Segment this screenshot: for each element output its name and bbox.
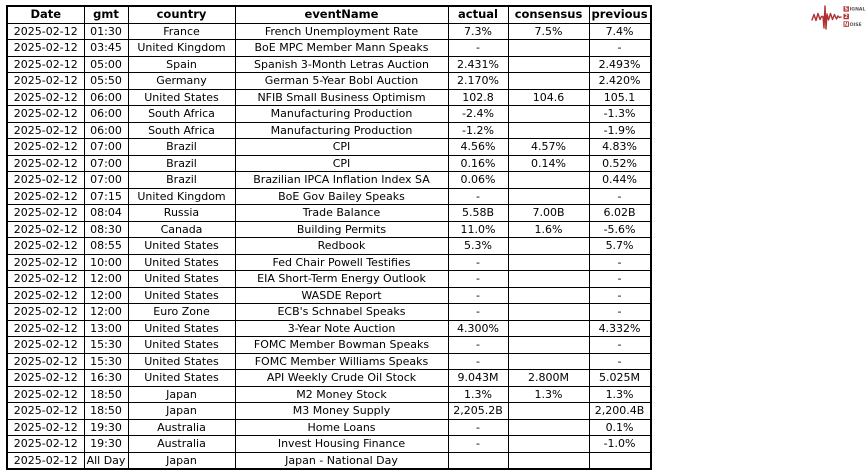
table-cell: - xyxy=(589,271,651,288)
table-cell: - xyxy=(448,436,508,453)
table-cell: 0.44% xyxy=(589,172,651,189)
table-cell xyxy=(508,271,589,288)
table-row xyxy=(7,56,651,73)
table-row xyxy=(7,452,651,469)
table-cell: 2025-02-12 xyxy=(7,386,84,403)
table-cell: Canada xyxy=(128,221,235,238)
table-cell: 0.14% xyxy=(508,155,589,172)
logo-wordmark xyxy=(844,6,866,28)
table-cell: 1.3% xyxy=(448,386,508,403)
table-cell: United States xyxy=(128,337,235,354)
table-cell: 4.332% xyxy=(589,320,651,337)
table-row xyxy=(7,188,651,205)
table-cell: -5.6% xyxy=(589,221,651,238)
table-cell xyxy=(508,452,589,469)
column-header: actual xyxy=(448,6,508,23)
logo-ignal: IGNAL xyxy=(849,7,866,13)
table-cell: 2025-02-12 xyxy=(7,320,84,337)
table-cell: 2025-02-12 xyxy=(7,122,84,139)
logo-2: 2 xyxy=(844,14,849,21)
column-header: previous xyxy=(589,6,651,23)
table-row xyxy=(7,370,651,387)
table-cell xyxy=(508,106,589,123)
table-cell xyxy=(508,320,589,337)
table-cell: Japan xyxy=(128,452,235,469)
table-cell: 19:30 xyxy=(84,436,128,453)
table-row xyxy=(7,172,651,189)
table-cell: Russia xyxy=(128,205,235,222)
table-cell: 6.02B xyxy=(589,205,651,222)
table-cell: - xyxy=(589,188,651,205)
table-cell: Brazil xyxy=(128,172,235,189)
table-cell xyxy=(508,353,589,370)
table-cell: Australia xyxy=(128,419,235,436)
table-row xyxy=(7,353,651,370)
table-cell: 10:00 xyxy=(84,254,128,271)
table-cell xyxy=(508,56,589,73)
table-cell: 2025-02-12 xyxy=(7,304,84,321)
table-cell: 2025-02-12 xyxy=(7,436,84,453)
table-cell: South Africa xyxy=(128,106,235,123)
table-row xyxy=(7,155,651,172)
table-row xyxy=(7,106,651,123)
table-cell: - xyxy=(589,287,651,304)
table-cell: BoE Gov Bailey Speaks xyxy=(235,188,448,205)
table-cell: Brazil xyxy=(128,155,235,172)
table-cell: German 5-Year Bobl Auction xyxy=(235,73,448,90)
table-cell: 05:00 xyxy=(84,56,128,73)
table-cell: 19:30 xyxy=(84,419,128,436)
table-row xyxy=(7,386,651,403)
table-cell: 5.58B xyxy=(448,205,508,222)
table-cell: 2025-02-12 xyxy=(7,188,84,205)
table-cell: 7.5% xyxy=(508,23,589,40)
table-cell: 2025-02-12 xyxy=(7,370,84,387)
table-cell: United States xyxy=(128,353,235,370)
table-cell: 2.420% xyxy=(589,73,651,90)
economic-calendar-table xyxy=(6,5,652,470)
table-cell: FOMC Member Bowman Speaks xyxy=(235,337,448,354)
table-cell: 08:30 xyxy=(84,221,128,238)
table-cell: 2025-02-12 xyxy=(7,205,84,222)
table-cell: - xyxy=(448,353,508,370)
table-cell: United States xyxy=(128,287,235,304)
table-cell: M3 Money Supply xyxy=(235,403,448,420)
table-cell: Australia xyxy=(128,436,235,453)
table-cell: 0.52% xyxy=(589,155,651,172)
table-cell: -1.2% xyxy=(448,122,508,139)
table-cell: - xyxy=(589,40,651,57)
column-header: gmt xyxy=(84,6,128,23)
table-cell: 15:30 xyxy=(84,337,128,354)
table-cell: 3-Year Note Auction xyxy=(235,320,448,337)
table-cell: - xyxy=(589,304,651,321)
table-cell: 2025-02-12 xyxy=(7,172,84,189)
logo-n: N xyxy=(844,21,849,28)
table-cell: Manufacturing Production xyxy=(235,122,448,139)
table-cell: French Unemployment Rate xyxy=(235,23,448,40)
table-cell: 13:00 xyxy=(84,320,128,337)
table-cell: 08:04 xyxy=(84,205,128,222)
table-cell: 06:00 xyxy=(84,106,128,123)
table-row xyxy=(7,73,651,90)
table-cell xyxy=(448,452,508,469)
table-cell: 2025-02-12 xyxy=(7,139,84,156)
table-cell: 7.00B xyxy=(508,205,589,222)
table-cell: 2025-02-12 xyxy=(7,353,84,370)
table-cell: - xyxy=(448,419,508,436)
table-cell: Spanish 3-Month Letras Auction xyxy=(235,56,448,73)
table-cell: Invest Housing Finance xyxy=(235,436,448,453)
table-cell: - xyxy=(448,337,508,354)
table-cell: -1.9% xyxy=(589,122,651,139)
table-row xyxy=(7,287,651,304)
table-cell: 5.025M xyxy=(589,370,651,387)
table-cell: 06:00 xyxy=(84,89,128,106)
table-cell: - xyxy=(589,337,651,354)
logo-s: S xyxy=(844,6,849,13)
table-cell: 2.493% xyxy=(589,56,651,73)
table-cell: 01:30 xyxy=(84,23,128,40)
table-cell xyxy=(508,337,589,354)
table-row xyxy=(7,122,651,139)
table-cell: 9.043M xyxy=(448,370,508,387)
column-header: country xyxy=(128,6,235,23)
table-row xyxy=(7,40,651,57)
table-cell: 2.800M xyxy=(508,370,589,387)
table-cell: 07:00 xyxy=(84,172,128,189)
table-cell: 2025-02-12 xyxy=(7,403,84,420)
table-cell: United States xyxy=(128,271,235,288)
table-cell: Japan xyxy=(128,386,235,403)
table-cell: 08:55 xyxy=(84,238,128,255)
table-cell: CPI xyxy=(235,155,448,172)
table-cell xyxy=(508,287,589,304)
table-row xyxy=(7,221,651,238)
table-cell: Manufacturing Production xyxy=(235,106,448,123)
logo-graphic xyxy=(810,3,866,31)
table-cell: - xyxy=(589,254,651,271)
table-cell: M2 Money Stock xyxy=(235,386,448,403)
table-cell: API Weekly Crude Oil Stock xyxy=(235,370,448,387)
table-cell: 0.16% xyxy=(448,155,508,172)
header-row xyxy=(7,6,651,23)
table-cell: 07:00 xyxy=(84,139,128,156)
table-cell: 18:50 xyxy=(84,386,128,403)
table-cell xyxy=(508,403,589,420)
table-cell: 2025-02-12 xyxy=(7,254,84,271)
table-cell: 15:30 xyxy=(84,353,128,370)
table-row xyxy=(7,271,651,288)
table-cell: ECB's Schnabel Speaks xyxy=(235,304,448,321)
table-cell: 2025-02-12 xyxy=(7,23,84,40)
table-row xyxy=(7,238,651,255)
table-cell: 7.4% xyxy=(589,23,651,40)
table-cell: - xyxy=(589,353,651,370)
table-cell: Japan - National Day xyxy=(235,452,448,469)
table-cell: 2025-02-12 xyxy=(7,337,84,354)
table-cell: 2,205.2B xyxy=(448,403,508,420)
table-row xyxy=(7,205,651,222)
table-cell: - xyxy=(448,304,508,321)
table-cell: 03:45 xyxy=(84,40,128,57)
table-cell: 2025-02-12 xyxy=(7,452,84,469)
table-cell: 105.1 xyxy=(589,89,651,106)
table-cell xyxy=(508,73,589,90)
waveform-icon xyxy=(812,6,841,29)
table-cell xyxy=(589,452,651,469)
table-cell: CPI xyxy=(235,139,448,156)
table-cell: United States xyxy=(128,238,235,255)
table-cell: 07:15 xyxy=(84,188,128,205)
table-cell: - xyxy=(448,287,508,304)
table-body xyxy=(7,23,651,469)
table-cell: EIA Short-Term Energy Outlook xyxy=(235,271,448,288)
table-cell: Spain xyxy=(128,56,235,73)
table-row xyxy=(7,89,651,106)
table-cell: BoE MPC Member Mann Speaks xyxy=(235,40,448,57)
table-cell: -2.4% xyxy=(448,106,508,123)
table-cell: 0.1% xyxy=(589,419,651,436)
table-cell: France xyxy=(128,23,235,40)
table-row xyxy=(7,337,651,354)
table-cell: 2025-02-12 xyxy=(7,238,84,255)
table-cell: 1.3% xyxy=(589,386,651,403)
table-row xyxy=(7,320,651,337)
table-cell: 18:50 xyxy=(84,403,128,420)
table-cell: 2025-02-12 xyxy=(7,40,84,57)
table-cell: 4.57% xyxy=(508,139,589,156)
table-cell: - xyxy=(448,254,508,271)
table-cell: 2025-02-12 xyxy=(7,73,84,90)
table-cell: - xyxy=(448,271,508,288)
table-cell xyxy=(508,188,589,205)
table-cell: United States xyxy=(128,89,235,106)
table-cell: United Kingdom xyxy=(128,40,235,57)
table-cell: 4.83% xyxy=(589,139,651,156)
table-cell: 0.06% xyxy=(448,172,508,189)
table-cell: United States xyxy=(128,254,235,271)
table-cell: 4.56% xyxy=(448,139,508,156)
column-header: consensus xyxy=(508,6,589,23)
table-cell: 11.0% xyxy=(448,221,508,238)
table-cell: 05:50 xyxy=(84,73,128,90)
table-cell: 5.7% xyxy=(589,238,651,255)
table-cell: 2025-02-12 xyxy=(7,221,84,238)
signal2noise-logo xyxy=(810,3,866,31)
table-cell: South Africa xyxy=(128,122,235,139)
table-cell: United States xyxy=(128,370,235,387)
table-cell: 2025-02-12 xyxy=(7,56,84,73)
table-cell: All Day xyxy=(84,452,128,469)
table-cell: 2025-02-12 xyxy=(7,106,84,123)
table-cell: 4.300% xyxy=(448,320,508,337)
table-cell xyxy=(508,172,589,189)
table-row xyxy=(7,403,651,420)
table-row xyxy=(7,23,651,40)
table-cell: NFIB Small Business Optimism xyxy=(235,89,448,106)
table-cell: 12:00 xyxy=(84,287,128,304)
table-cell xyxy=(508,436,589,453)
table-cell: 2.170% xyxy=(448,73,508,90)
table-cell: FOMC Member Williams Speaks xyxy=(235,353,448,370)
table-cell: Trade Balance xyxy=(235,205,448,222)
table-cell: - xyxy=(448,188,508,205)
column-header: Date xyxy=(7,6,84,23)
table-cell: 104.6 xyxy=(508,89,589,106)
table-cell: 102.8 xyxy=(448,89,508,106)
table-cell: 2025-02-12 xyxy=(7,89,84,106)
table-cell xyxy=(508,122,589,139)
table-cell: WASDE Report xyxy=(235,287,448,304)
table-row xyxy=(7,304,651,321)
table-cell: United Kingdom xyxy=(128,188,235,205)
table-cell: 12:00 xyxy=(84,271,128,288)
table-cell: 7.3% xyxy=(448,23,508,40)
table-cell: 2025-02-12 xyxy=(7,287,84,304)
table-cell: -1.0% xyxy=(589,436,651,453)
table-cell: Brazilian IPCA Inflation Index SA xyxy=(235,172,448,189)
table-cell: -1.3% xyxy=(589,106,651,123)
table-cell: Home Loans xyxy=(235,419,448,436)
table-cell: Germany xyxy=(128,73,235,90)
column-header: eventName xyxy=(235,6,448,23)
table-cell: Euro Zone xyxy=(128,304,235,321)
table-cell: Japan xyxy=(128,403,235,420)
table-cell: 2,200.4B xyxy=(589,403,651,420)
table-cell: 5.3% xyxy=(448,238,508,255)
table-cell: 2025-02-12 xyxy=(7,271,84,288)
table-row xyxy=(7,419,651,436)
logo-oise: OISE xyxy=(849,22,862,28)
table-cell: 1.6% xyxy=(508,221,589,238)
table-cell xyxy=(508,40,589,57)
table-cell: United States xyxy=(128,320,235,337)
table-cell: 12:00 xyxy=(84,304,128,321)
table-cell: Redbook xyxy=(235,238,448,255)
table-cell: 1.3% xyxy=(508,386,589,403)
table-cell: Fed Chair Powell Testifies xyxy=(235,254,448,271)
table-row xyxy=(7,139,651,156)
table-cell: - xyxy=(448,40,508,57)
table-cell: 16:30 xyxy=(84,370,128,387)
table-cell xyxy=(508,238,589,255)
table-cell: 2025-02-12 xyxy=(7,419,84,436)
table-cell xyxy=(508,304,589,321)
table-cell: Building Permits xyxy=(235,221,448,238)
table-cell xyxy=(508,419,589,436)
table-cell: Brazil xyxy=(128,139,235,156)
table-cell xyxy=(508,254,589,271)
table-row xyxy=(7,254,651,271)
table-cell: 07:00 xyxy=(84,155,128,172)
table-cell: 2025-02-12 xyxy=(7,155,84,172)
table-cell: 06:00 xyxy=(84,122,128,139)
table-header xyxy=(7,6,651,23)
table-cell: 2.431% xyxy=(448,56,508,73)
table-row xyxy=(7,436,651,453)
